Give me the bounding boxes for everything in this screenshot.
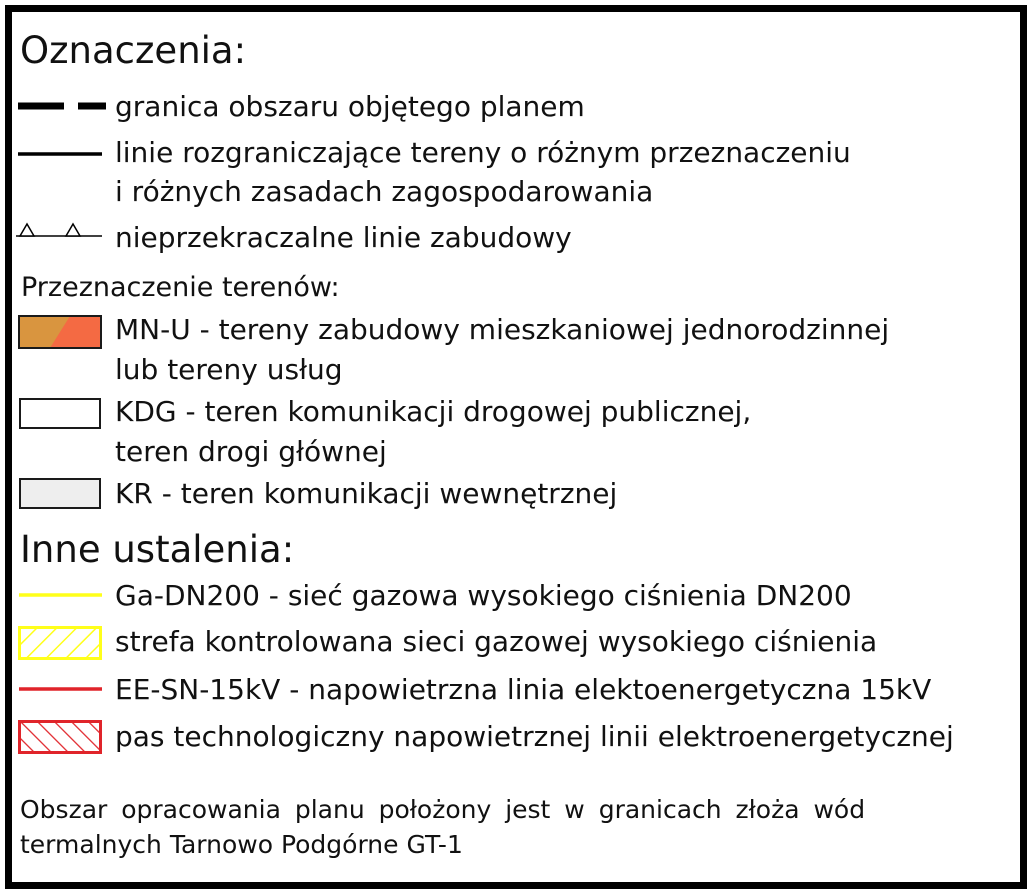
legend-boundary-label: granica obszaru objętego planem xyxy=(115,90,585,123)
power-line-label: EE-SN-15kV - napowietrzna linia elektoenergetyczna 15kV xyxy=(115,673,932,706)
kr-label: KR - teren komunikacji wewnętrznej xyxy=(115,477,618,510)
legend-dividing-lines-label-2: i różnych zasadach zagospodarowania xyxy=(115,175,654,208)
gas-line-icon xyxy=(18,585,104,605)
kdg-swatch xyxy=(19,398,101,429)
mn-u-label: MN-U - tereny zabudowy mieszkaniowej jednorodzinnej xyxy=(115,313,890,346)
power-strip-label: pas technologiczny napowietrznej linii elektroenergetycznej xyxy=(115,720,954,753)
mn-u-label-2: lub tereny usług xyxy=(115,353,343,386)
note-line-2: termalnych Tarnowo Podgórne GT-1 xyxy=(20,830,463,859)
solid-line-icon xyxy=(16,144,104,164)
gas-line-label: Ga-DN200 - sieć gazowa wysokiego ciśnienia DN200 xyxy=(115,579,852,612)
power-line-icon xyxy=(18,679,104,699)
kdg-label-2: teren drogi głównej xyxy=(115,435,387,468)
land-use-heading: Przeznaczenie terenów: xyxy=(21,272,340,303)
other-heading: Inne ustalenia: xyxy=(20,528,295,571)
triangle-line-icon xyxy=(14,218,104,240)
legend-dividing-lines-label: linie rozgraniczające tereny o różnym przeznaczeniu xyxy=(115,136,851,169)
legend-title: Oznaczenia: xyxy=(20,29,247,72)
mn-u-swatch xyxy=(18,315,102,349)
kdg-label: KDG - teren komunikacji drogowej publicznej, xyxy=(115,395,752,428)
gas-zone-hatch-icon xyxy=(18,626,102,660)
note-line-1: Obszar opracowania planu położony jest w granicach złoża wód xyxy=(20,795,866,824)
dashed-line-icon xyxy=(16,96,106,116)
legend-building-lines-label: nieprzekraczalne linie zabudowy xyxy=(115,221,572,254)
power-strip-hatch-icon xyxy=(18,720,102,754)
kr-swatch xyxy=(19,478,101,509)
gas-zone-label: strefa kontrolowana sieci gazowej wysokiego ciśnienia xyxy=(115,625,878,658)
